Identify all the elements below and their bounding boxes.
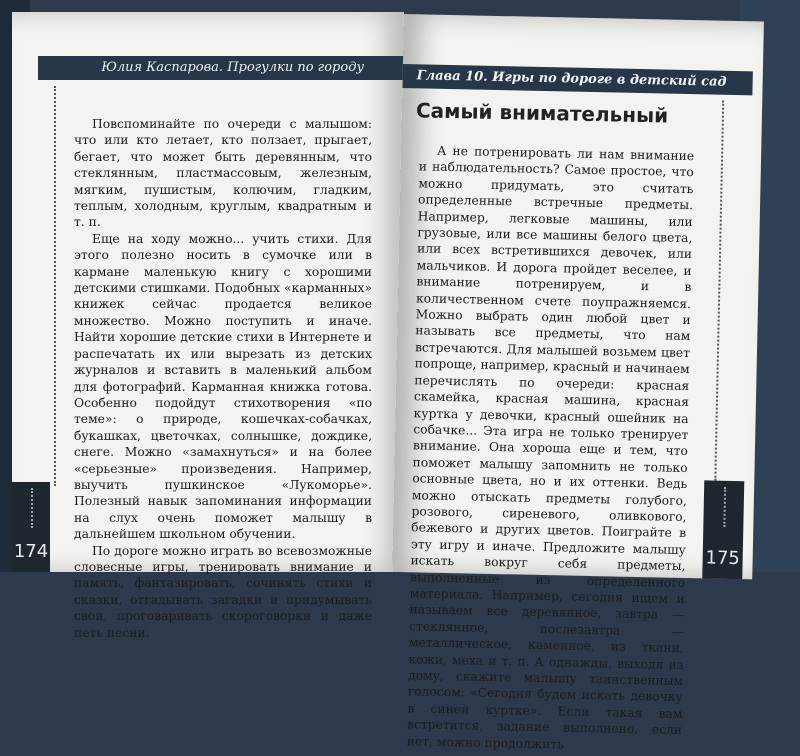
page-number-dots: [31, 488, 33, 528]
right-paragraph: А не потренировать ли нам внимание и наблюдательность? Самое простое, что можно придумать, это считать определенные встречные предметы. Например, легковые машины, или грузовые, или все машины белого цвета, или всех встретившихся девочек, или мальчиков. И дорога пройдет веселее, и внимание потренируем, и в количественном счете поупражняемся. Можно выбрать один любой цвет и называть все предметы, что нам встречаются. Для малышей возьмем цвет попроще, например, красный и начинаем перечислять по очереди: красная скамейка, красная машина, красная куртка у девочки, красный ошейник на собачке... Эта игра не только тренирует внимание. Она хороша еще и тем, что поможет малышу запомнить не только основные цвета, но и их оттенки. Ведь можно отыскать предметы голубого, розового, сиреневого, оливкового, бежевого и других цветов. Поиграйте в эту игру и иначе. Предложите малышу искать вокруг себя предметы, выполненные из определенного материала. Например, сегодня ищем и называем все деревянное, завтра — стеклянное, послезавтра — металлическое, каменное, из ткани, кожи, меха и т. п. А однажды, выходя из дому, скажите малышу таинственным голосом: «Сегодня будем искать девочку в синей куртке». Если такая вам встретится, задание выполнено, если нет, можно продолжить: [406, 143, 695, 752]
section-title: Самый внимательный: [415, 98, 669, 128]
left-paragraph: Повспоминайте по очереди с малышом: что или кто летает, кто ползает, прыгает, бегает, что может быть деревянным, что стеклянным, пластмассовым, железным, мягким, пушистым, колючим, гладким, теплым, холодным, круглым, квадратным и т. п.: [74, 117, 372, 230]
left-body-text: [74, 116, 372, 641]
right-page-number: 175: [705, 547, 741, 570]
right-body-text: [407, 142, 695, 755]
page-number-dots: [723, 487, 726, 527]
left-paragraph: Еще на ходу можно... учить стихи. Для этого полезно носить в сумочке или в кармане маленькую книгу с хорошими детскими стишками. Подобных «карманных» книжек сейчас продается великое множество. Можно поступить и иначе. Найти хорошие детские стихи в Интернете и распечатать их или вырезать из детских журналов и вставить в маленький альбом для фотографий. Карманная книжка готова. Особенно подойдут стихотворения «по теме»: о природе, кошечках-собачках, букашках, цветочках, солнышке, дождике, снеге. Можно «замахнуться» и на более «серьезные» произведения. Например, выучить пушкинское «Лукоморье». Полезный навык запоминания информации на слух очень поможет малышу в дальнейшем школьном обучении.: [74, 231, 372, 542]
left-paragraph: По дороге можно играть во всевозможные словесные игры, тренировать внимание и память, фантазировать, сочинять стихи и сказки, отгадывать загадки и придумывать свои, проговаривать скороговорки и даже петь песни.: [74, 543, 372, 640]
left-page-number: 174: [13, 541, 49, 562]
left-running-header: Юлия Каспарова. Прогулки по городу: [38, 56, 404, 80]
right-page-number-box: [702, 480, 744, 579]
right-dotted-rule: [714, 101, 724, 481]
left-dotted-rule: [54, 86, 56, 486]
left-page-number-box: [12, 482, 50, 572]
right-page: [392, 14, 764, 752]
right-running-header: Глава 10. Игры по дороге в детский сад: [402, 64, 752, 95]
left-page: [12, 12, 404, 640]
